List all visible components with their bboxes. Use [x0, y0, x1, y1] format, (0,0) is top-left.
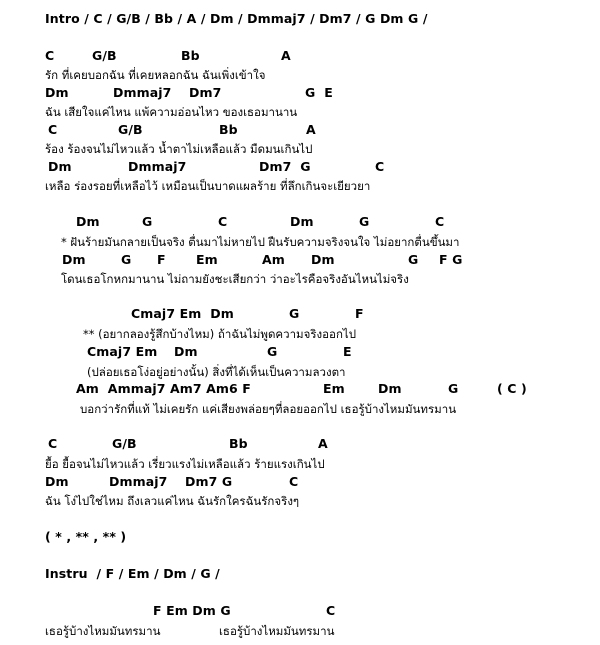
- lyric-line: บอกว่ารักที่แท้ ไม่เคยรัก แค่เสียงพล่อยๆที่ลอยออกไป เธอรู้บ้างไหมมันทรมาน: [80, 402, 457, 416]
- lyric-line: โดนเธอโกหกมานาน ไม่ถามยังชะเสียกว่า ว่าอะไรคือจริงอันไหนไม่จริง: [61, 272, 409, 286]
- chord: Dmmaj7: [113, 85, 172, 100]
- chord: ( C ): [497, 381, 527, 396]
- chord: C: [45, 48, 55, 63]
- chord: Dm: [311, 252, 335, 267]
- intro-line: Intro / C / G/B / Bb / A / Dm / Dmmaj7 / Dm7 / G Dm G /: [45, 11, 428, 26]
- chord: G: [142, 214, 153, 229]
- chord: Dmmaj7: [109, 474, 168, 489]
- chord: E: [343, 344, 352, 359]
- lyric-line: เหลือ ร่องรอยที่เหลือไว้ เหมือนเป็นบาดแผลร้าย ที่ลึกเกินจะเยียวยา: [45, 179, 371, 193]
- chord: G: [289, 306, 300, 321]
- chord: Bb: [219, 122, 238, 137]
- chord: Cmaj7 Em Dm: [131, 306, 234, 321]
- lyric-line: ร้อง ร้องจนไม่ไหวแล้ว น้ำตาไม่เหลือแล้ว มืดมนเกินไป: [45, 142, 313, 156]
- chord: Dmmaj7: [128, 159, 187, 174]
- lyric-line: เธอรู้บ้างไหมมันทรมาน: [45, 624, 161, 638]
- chord: C: [289, 474, 299, 489]
- chord: C: [435, 214, 445, 229]
- lyric-line: (ปล่อยเธอโง่อยู่อย่างนั้น) สิ่งที่ได้เห็นเป็นความลวงตา: [87, 365, 346, 379]
- instru-line: Instru / F / Em / Dm / G /: [45, 566, 220, 581]
- chord: F: [355, 306, 364, 321]
- chord: G: [359, 214, 370, 229]
- chord: C: [326, 603, 336, 618]
- chord: A: [281, 48, 291, 63]
- chord: Dm: [62, 252, 86, 267]
- lyric-line: * ฝันร้ายมันกลายเป็นจริง ตื่นมาไม่หายไป ฝืนรับความจริงจนใจ ไม่อยากตื่นขึ้นมา: [61, 235, 460, 249]
- chord: Em: [323, 381, 345, 396]
- lyric-line: ** (อยากลองรู้สึกบ้างไหม) ถ้าฉันไม่พูดความจริงออกไป: [83, 327, 357, 341]
- chord: A: [318, 436, 328, 451]
- chord: G: [408, 252, 419, 267]
- chord: Em: [196, 252, 218, 267]
- chord: C: [48, 122, 58, 137]
- chord: Dm: [76, 214, 100, 229]
- chord: C: [48, 436, 58, 451]
- lyric-line: รัก ที่เคยบอกฉัน ที่เคยหลอกฉัน ฉันเพิ่งเข้าใจ: [45, 68, 266, 82]
- chord: Dm: [45, 474, 69, 489]
- chord: Dm: [45, 85, 69, 100]
- chord: Dm: [378, 381, 402, 396]
- chord: Dm7: [189, 85, 222, 100]
- chord: Dm: [174, 344, 198, 359]
- lyric-line: ฉัน โง่ไปใช่ไหม ถึงเลวแค่ไหน ฉันรักใครฉันรักจริงๆ: [45, 494, 300, 508]
- chord: F Em Dm G: [153, 603, 231, 618]
- chord: Bb: [181, 48, 200, 63]
- chord: G: [121, 252, 132, 267]
- chord: A: [306, 122, 316, 137]
- chord: Cmaj7 Em: [87, 344, 158, 359]
- chord: C: [218, 214, 228, 229]
- chord: Am Ammaj7 Am7 Am6 F: [76, 381, 251, 396]
- lyric-line: ฉัน เสียใจแค่ไหน แพ้ความอ่อนไหว ของเธอมานาน: [45, 105, 298, 119]
- lyric-line: ยื้อ ยื้อจนไม่ไหวแล้ว เรี่ยวแรงไม่เหลือแล้ว ร้ายแรงเกินไป: [45, 457, 325, 471]
- chord: Dm: [290, 214, 314, 229]
- chord: G: [448, 381, 459, 396]
- chord: Dm: [48, 159, 72, 174]
- chord: G/B: [92, 48, 117, 63]
- chord: Bb: [229, 436, 248, 451]
- chord: F: [157, 252, 166, 267]
- chord: Dm7 G: [185, 474, 233, 489]
- chord: G/B: [112, 436, 137, 451]
- chord: C: [375, 159, 385, 174]
- repeat-marker: ( * , ** , ** ): [45, 529, 127, 544]
- chord: F G: [439, 252, 463, 267]
- chord: G: [267, 344, 278, 359]
- chord: Am: [262, 252, 285, 267]
- lyric-line: เธอรู้บ้างไหมมันทรมาน: [219, 624, 335, 638]
- chord: Dm7 G: [259, 159, 311, 174]
- chord: G/B: [118, 122, 143, 137]
- chord: G E: [305, 85, 333, 100]
